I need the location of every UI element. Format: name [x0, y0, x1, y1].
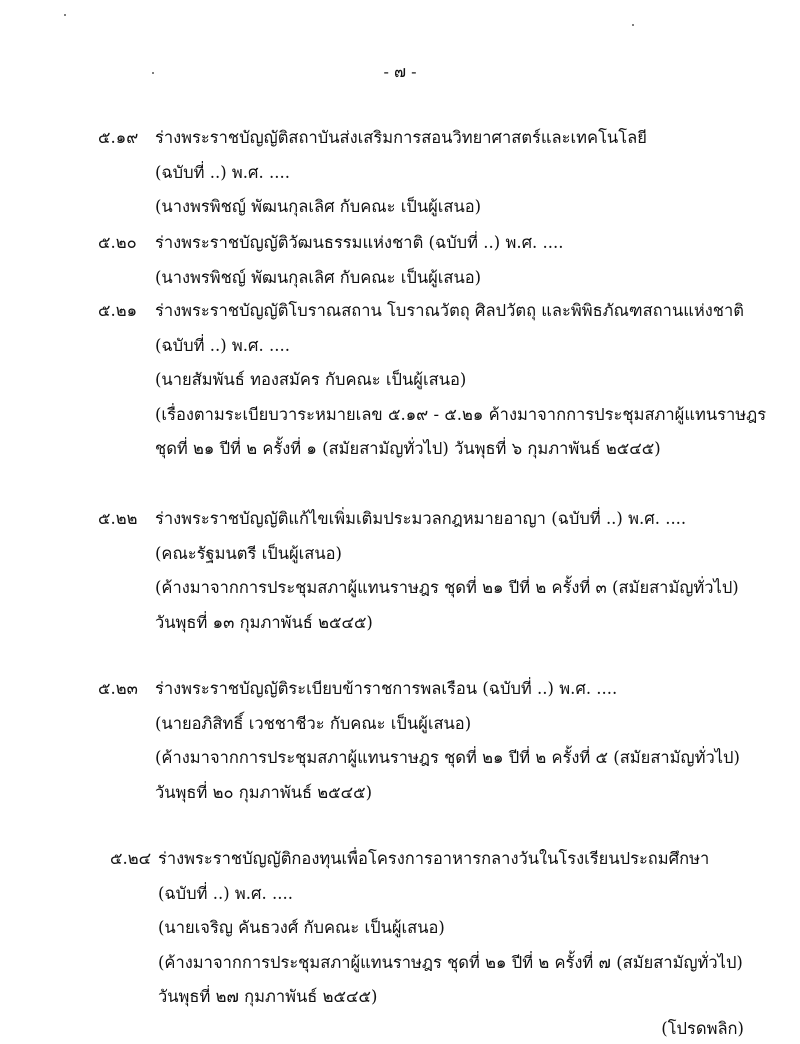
item-number: ๕.๒๑ [98, 301, 138, 320]
item-detail-line: (นายเจริญ คันธวงศ์ กับคณะ เป็นผู้เสนอ) [158, 918, 445, 937]
item-detail-line: (ค้างมาจากการประชุมสภาผู้แทนราษฎร ชุดที่ ๒๑ ปีที่ ๒ ครั้งที่ ๗ (สมัยสามัญทั่วไป) [158, 952, 743, 972]
item-detail-line: (นายสัมพันธ์ ทองสมัคร กับคณะ เป็นผู้เสนอ) [155, 370, 467, 389]
item-number: ๕.๑๙ [98, 128, 139, 147]
item-number: ๕.๒๔ [110, 849, 152, 868]
item-detail-line: (นางพรพิชญ์ พัฒนกุลเลิศ กับคณะ เป็นผู้เสนอ) [155, 267, 482, 287]
page-number: - ๗ - [383, 62, 417, 81]
bill-title: ร่างพระราชบัญญัติโบราณสถาน โบราณวัตถุ ศิลปวัตถุ และพิพิธภัณฑสถานแห่งชาติ [155, 301, 744, 320]
item-number: ๕.๒๐ [98, 233, 137, 252]
item-detail-line: ชุดที่ ๒๑ ปีที่ ๒ ครั้งที่ ๑ (สมัยสามัญทั่วไป) วันพุธที่ ๖ กุมภาพันธ์ ๒๕๔๕) [155, 439, 661, 458]
item-detail-line: วันพุธที่ ๒๗ กุมภาพันธ์ ๒๕๔๕) [158, 987, 378, 1006]
item-detail-line: (ค้างมาจากการประชุมสภาผู้แทนราษฎร ชุดที่ ๒๑ ปีที่ ๒ ครั้งที่ ๓ (สมัยสามัญทั่วไป) [155, 578, 739, 597]
item-detail-line: (ฉบับที่ ..) พ.ศ. .... [155, 162, 290, 182]
item-detail-line: (นางพรพิชญ์ พัฒนกุลเลิศ กับคณะ เป็นผู้เสนอ) [155, 197, 482, 216]
bill-title: ร่างพระราชบัญญัติวัฒนธรรมแห่งชาติ (ฉบับที่ ..) พ.ศ. .... [155, 233, 564, 252]
item-detail-line: (ค้างมาจากการประชุมสภาผู้แทนราษฎร ชุดที่ ๒๑ ปีที่ ๒ ครั้งที่ ๕ (สมัยสามัญทั่วไป) [155, 748, 740, 767]
bill-title: ร่างพระราชบัญญัติระเบียบข้าราชการพลเรือน (ฉบับที่ ..) พ.ศ. .... [155, 679, 618, 698]
item-detail-line: (นายอภิสิทธิ์ เวชชาชีวะ กับคณะ เป็นผู้เสนอ) [155, 713, 472, 733]
item-detail-line: (เรื่องตามระเบียบวาระหมายเลข ๕.๑๙ - ๕.๒๑ ค้างมาจากการประชุมสภาผู้แทนราษฎร [155, 404, 767, 424]
bill-title: ร่างพระราชบัญญัติกองทุนเพื่อโครงการอาหารกลางวันในโรงเรียนประถมศึกษา [158, 849, 710, 868]
bill-title: ร่างพระราชบัญญัติแก้ไขเพิ่มเติมประมวลกฎหมายอาญา (ฉบับที่ ..) พ.ศ. .... [155, 509, 687, 528]
turn-page-note: (โปรดพลิก) [661, 1019, 744, 1038]
item-detail-line: วันพุธที่ ๑๓ กุมภาพันธ์ ๒๕๔๕) [155, 612, 373, 632]
item-number: ๕.๒๒ [98, 509, 138, 528]
item-detail-line: (คณะรัฐมนตรี เป็นผู้เสนอ) [155, 543, 342, 563]
item-number: ๕.๒๓ [98, 679, 138, 698]
item-detail-line: (ฉบับที่ ..) พ.ศ. .... [155, 335, 290, 355]
item-detail-line: วันพุธที่ ๒๐ กุมภาพันธ์ ๒๕๔๕) [155, 782, 373, 802]
bill-title: ร่างพระราชบัญญัติสถาบันส่งเสริมการสอนวิทยาศาสตร์และเทคโนโลยี [155, 128, 647, 147]
scan-speck [64, 14, 66, 16]
item-detail-line: (ฉบับที่ ..) พ.ศ. .... [158, 883, 293, 903]
scan-speck [632, 24, 634, 26]
